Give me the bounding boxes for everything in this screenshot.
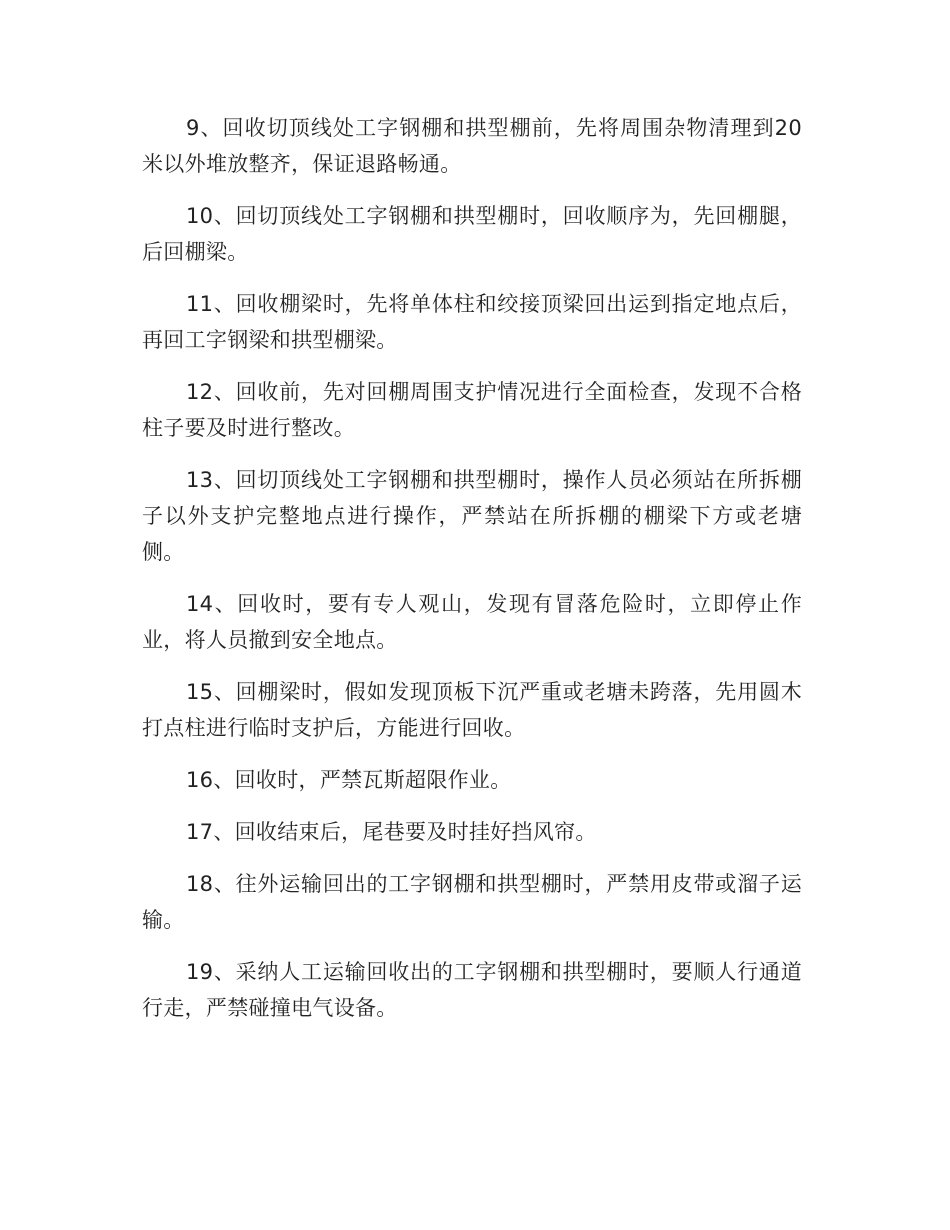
paragraph-item-11: 11、回收棚梁时，先将单体柱和绞接顶梁回出运到指定地点后，再回工字钢梁和拱型棚梁。 [142, 292, 802, 352]
paragraph-item-17: 17、回收结束后，尾巷要及时挂好挡风帘。 [186, 820, 597, 844]
paragraph-item-16: 16、回收时，严禁瓦斯超限作业。 [186, 768, 512, 792]
paragraph-item-15: 15、回棚梁时，假如发现顶板下沉严重或老塘未跨落，先用圆木打点柱进行临时支护后，方能进行回收。 [142, 680, 802, 740]
paragraph-item-9: 9、回收切顶线处工字钢棚和拱型棚前，先将周围杂物清理到20米以外堆放整齐，保证退路畅通。 [142, 116, 802, 176]
paragraph-item-10: 10、回切顶线处工字钢棚和拱型棚时，回收顺序为，先回棚腿，后回棚梁。 [142, 204, 802, 264]
document-body [142, 110, 802, 1042]
paragraph-item-12: 12、回收前，先对回棚周围支护情况进行全面检查，发现不合格柱子要及时进行整改。 [142, 380, 802, 440]
paragraph-item-13: 13、回切顶线处工字钢棚和拱型棚时，操作人员必须站在所拆棚子以外支护完整地点进行操作，严禁站在所拆棚的棚梁下方或老塘侧。 [142, 468, 802, 564]
paragraph-item-19: 19、采纳人工运输回收出的工字钢棚和拱型棚时，要顺人行通道行走，严禁碰撞电气设备。 [142, 960, 802, 1020]
paragraph-item-14: 14、回收时，要有专人观山，发现有冒落危险时，立即停止作业，将人员撤到安全地点。 [142, 592, 802, 652]
paragraph-item-18: 18、往外运输回出的工字钢棚和拱型棚时，严禁用皮带或溜子运输。 [142, 872, 802, 932]
